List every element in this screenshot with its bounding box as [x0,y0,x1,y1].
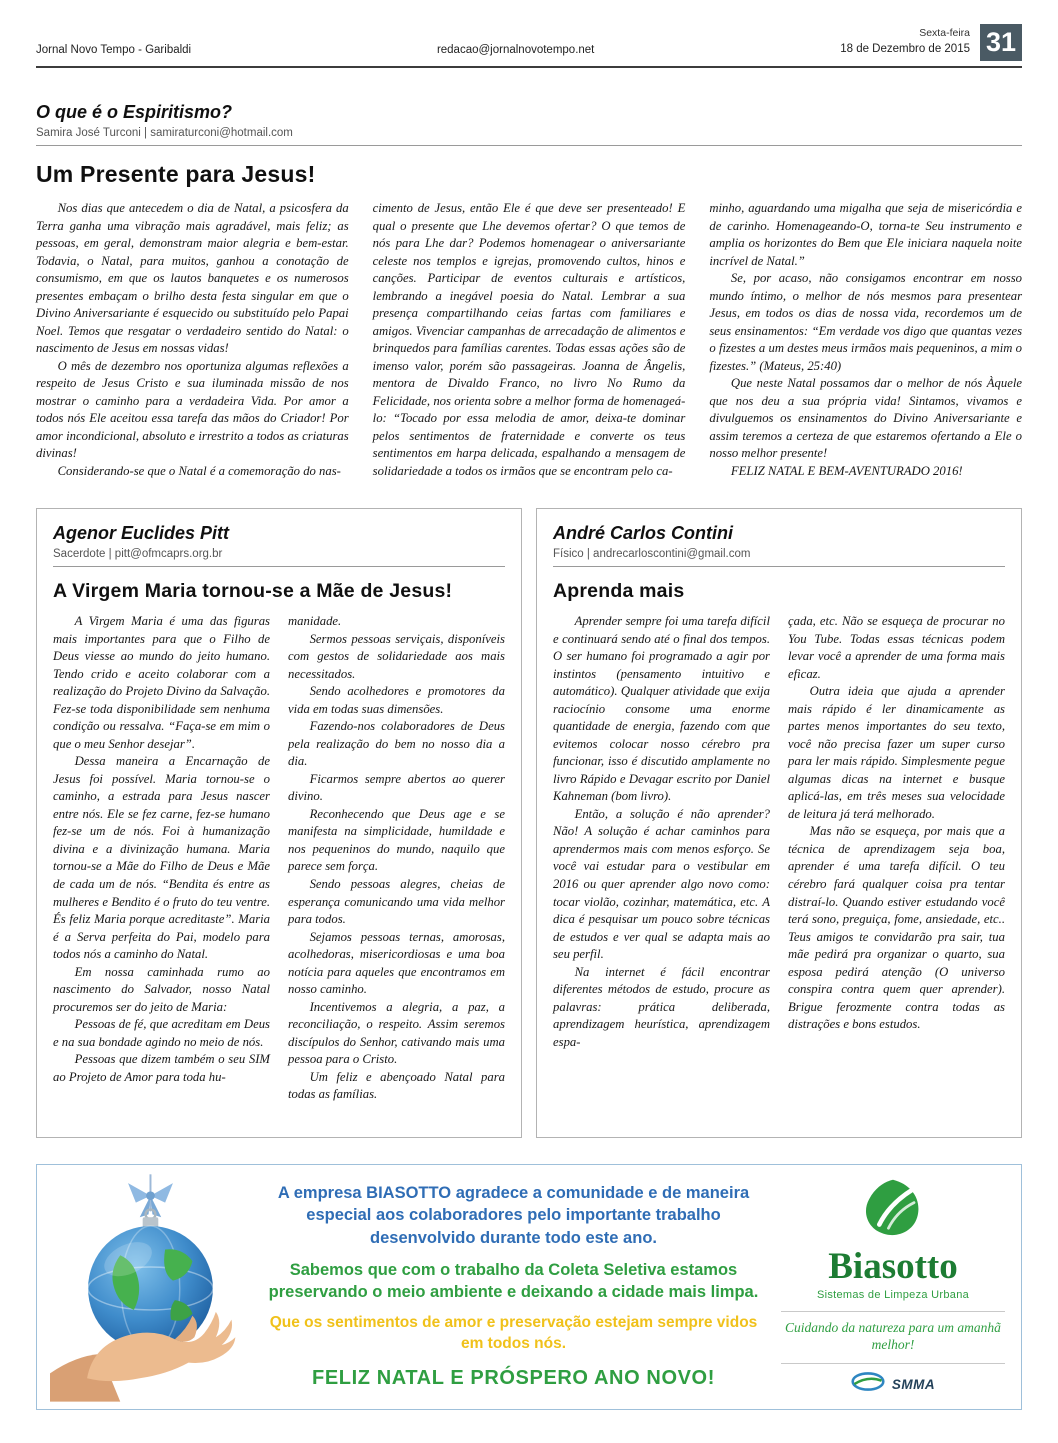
paragraph: Nos dias que antecedem o dia de Natal, a psicosfera da Terra ganha uma vibração mais agradável, mais feliz; as pessoas, em geral, demonstram maior alegria e bem-estar. Todavia, o Natal, para muitos, ganhou a conotação de consumismo, em que os lautos banquetes e os numerosos presentes embaçam o brilho desta festa singular em que o Divino Aniversariante é esquecido ou substituído pelo Papai Noel. Temos que resgatar o verdadeiro sentido do Natal: o nascimento de Jesus em nossas vidas! [36,201,349,356]
paragraph: Na internet é fácil encontrar diferentes métodos de estudo, procure as palavras: prática deliberada, aprendizagem heurística, aprendizagem espa- [553,964,770,1049]
paragraph: Então, a solução é não aprender? Não! A solução é achar caminhos para aprendermos mais com menos esforço. Se você vai estudar para o vestibular em 2016 ou quer aprender algo novo como: tocar violão, cozinhar, matemática, etc. A dica é pesquisar um pouco sobre técnicas de estudos e ver qual se adapta mais ao seu perfil. [553,806,770,962]
two-column-article-row [36,508,1022,1138]
byline: Sacerdote | pitt@ofmcaprs.org.br [53,548,223,561]
byline: Samira José Turconi | samiraturconi@hotmail.com [36,127,293,139]
paragraph: Pessoas que dizem também o seu SIM ao Projeto de Amor para toda hu- [53,1052,270,1084]
brand-tagline: Sistemas de Limpeza Urbana [816,1289,970,1302]
text-column-1 [36,200,349,480]
paragraph: Se, por acaso, não consigamos encontrar em nosso mundo íntimo, o melhor de nós mesmos para presentear Jesus, em todos os dias de nossa vida, recordemos um de seus ensinamentos: “Em verdade vos digo que quantas vezes o fizestes a um destes meus irmãos mais pequeninos, a mim o fizestes.” (Mateus, 25:40) [709,271,1023,373]
article-headline: A Virgem Maria tornou-se a Mãe de Jesus! [53,580,453,603]
biasotto-leaf-icon [861,1177,925,1246]
smma-logo-block [781,1363,1005,1396]
ad-message-block [252,1171,775,1403]
paragraph: Considerando-se que o Natal é a comemoração do nas- [57,463,341,478]
smma-label: SMMA [891,1376,936,1392]
article-body [53,613,505,1103]
paragraph: Um feliz e abençoado Natal para todas as famílias. [288,1069,505,1102]
date-label: 18 de Dezembro de 2015 [840,43,970,55]
author-name: Agenor Euclides Pitt [53,523,230,544]
article-body [36,200,1022,480]
paragraph: Mas não se esqueça, por mais que a técnica de aprendizagem seja boa, aprender é uma tarefa difícil. O teu cérebro fará qualquer coisa pra tentar distraí-lo. Quando estiver estudando você terá sono, preguiça, fome, ansiedade, etc.. Teus amigos te convidarão pra sair, tua mãe pedirá pra organizar o quarto, sua esposa pedirá atenção (O universo conspira contra quem quer aprender). Brigue ferozmente contra todas as distrações e bons estudos. [788,824,1005,1032]
biasotto-advertisement [36,1164,1022,1410]
weekday-label: Sexta-feira [919,27,970,39]
paragraph: Que neste Natal possamos dar o melhor de nós Àquele que nos deu a sua própria vida! Sintamos, vivamos e divulguemos os ensinamentos do Divino Aniversariante e assim teremos a certeza de que estaremos ofertando a Ele o nosso melhor presente! [709,376,1023,461]
article-virgem-maria [36,508,522,1138]
paragraph: Pessoas de fé, que acreditam em Deus e na sua bondade agindo no meio de nós. [53,1017,270,1049]
text-column-2 [788,613,1005,1051]
paragraph: Reconhecendo que Deus age e se manifesta na simplicidade, humildade e nos pequeninos do mundo, naquilo que parece sem força. [288,806,505,874]
newspaper-email: redacao@jornalnovotempo.net [436,44,595,56]
byline-divider [553,566,1005,567]
ad-greeting-message: FELIZ NATAL E PRÓSPERO ANO NOVO! [312,1367,715,1390]
author-name: André Carlos Contini [553,523,734,544]
paragraph: Sendo pessoas alegres, cheias de esperança comunicando uma vida melhor para todos. [288,876,505,927]
paragraph: FELIZ NATAL E BEM-AVENTURADO 2016! [730,463,963,478]
header-date-block [840,24,1022,61]
byline: Físico | andrecarloscontini@gmail.com [553,548,751,561]
article-aprenda-mais [536,508,1022,1138]
paragraph: Aprender sempre foi uma tarefa difícil e continuará sendo até o final dos tempos. O ser humano foi programado a agir por instintos (pensamento intuitivo e automático). Qualquer atividade que exija raciocínio consome uma enorme quantidade de energia, fazendo com que evitemos colocar nosso cérebro pra funcionar, isso é discutido amplamente no livro Rápido e Devagar escrito por Daniel Kahneman (bom livro). [553,614,770,804]
ad-sentiments-message: Que os sentimentos de amor e preservação estejam sempre vidos em todos nós. [269,1314,758,1353]
smma-globe-icon [851,1372,885,1396]
paragraph: Ficarmos sempre abertos ao querer divino. [288,771,505,804]
article-um-presente-para-jesus [36,102,1022,480]
text-column-2 [288,613,505,1103]
biasotto-logo-block [775,1171,1011,1403]
article-headline: Aprenda mais [553,580,685,603]
paragraph: A Virgem Maria é uma das figuras mais importantes para que o Filho de Deus viesse ao mundo do jeito humano. Tendo crido e aceito colaborar com a realização do Projeto Divino da Salvação. Fez-se toda disponibilidade sem nenhuma condição ou ressalva. “Faça-se em mim o que o meu Senhor desejar”. [53,614,270,751]
paragraph: minho, aguardando uma migalha que seja de misericórdia e de carinho. Homenageando-O, torna-te Seu instrumento e amplia os horizontes do Bem que Ele iniciara naquela noite incrível de Natal.” [709,201,1023,268]
text-column-2 [373,200,686,480]
ad-thanks-message: A empresa BIASOTTO agradece a comunidade e de maneira especial aos colaboradores pelo importante trabalho desenvolvido durante todo este ano. [277,1184,750,1247]
text-column-3 [709,200,1022,480]
newspaper-name: Jornal Novo Tempo - Garibaldi [36,44,192,56]
paragraph: Dessa maneira a Encarnação de Jesus foi possível. Maria tornou-se o caminho, a estrada para Jesus nascer entre nós. Ele se fez carne, fez-se humano fez-se um de nós. Foi à humanização divina e a divinização humana. Maria tornou-se a Mãe do Filho de Deus e Mãe de cada um de nós. “Bendita és entre as mulheres e Bendito é o fruto do teu ventre. És feliz Maria porque acreditaste”. Maria é a Serva perfeita do Pai, modelo para todos nós a caminho do Natal. [53,754,270,962]
paragraph: Sejamos pessoas ternas, amorosas, acolhedoras, misericordiosas e uma boa notícia para aqueles que encontramos em nosso caminho. [288,929,505,997]
page-number-badge: 31 [980,24,1022,61]
paragraph: Sermos pessoas serviçais, disponíveis com gestos de solidariedade aos mais necessitados. [288,631,505,681]
text-column-1 [53,613,270,1103]
paragraph: Incentivemos a alegria, a paz, a reconciliação, o respeito. Assim seremos discípulos do Senhor, cativando mais uma pessoa para o Cristo. [288,999,505,1067]
article-body [553,613,1005,1051]
paragraph: Em nossa caminhada rumo ao nascimento do Salvador, nosso Natal procuremos ser do jeito de Maria: [53,964,270,1014]
ad-environment-message: Sabemos que com o trabalho da Coleta Seletiva estamos preservando o meio ambiente e deixando a cidade mais limpa. [268,1260,759,1302]
header-divider [36,66,1022,68]
paragraph: Outra ideia que ajuda a aprender mais rápido é ler dinamicamente as partes menos importantes do seu texto, você não precisa fazer um super curso para ler mais rápido. Simplesmente pegue algumas dicas na internet e busque aplicá-las, em três meses sua velocidade de leitura já terá melhorado. [788,684,1005,821]
paragraph: çada, etc. Não se esqueça de procurar no You Tube. Todas essas técnicas podem levar você a aprender de uma forma mais eficaz. [788,614,1005,681]
paragraph: Fazendo-nos colaboradores de Deus pela realização do bem no nosso dia a dia. [288,719,505,769]
column-section-title: O que é o Espiritismo? [36,102,233,122]
page-header [36,24,1022,61]
article-headline: Um Presente para Jesus! [36,161,316,187]
hand-globe-ornament-icon [47,1171,252,1403]
byline-divider [53,566,505,567]
paragraph: O mês de dezembro nos oportuniza algumas reflexões a respeito de Jesus Cristo e sua iluminada missão de nos mostrar o caminho para a verdadeira Vida. Por amor a todos nós Ele aceitou essa tarefa das mãos do Criador! Por amor incondicional, absoluto e irrestrito a todos as criaturas divinas! [36,358,349,461]
paragraph: Sendo acolhedores e promotores da vida em todas suas dimensões. [288,684,505,716]
brand-wordmark: Biasotto [828,1246,958,1288]
byline-divider [36,145,1022,146]
brand-slogan: Cuidando da natureza para um amanhã melhor! [781,1311,1005,1354]
text-column-1 [553,613,770,1051]
paragraph: manidade. [288,614,342,629]
paragraph: cimento de Jesus, então Ele é que deve ser presenteado! E qual o presente que Lhe devemos ofertar? O que temos de nós para Lhe dar? Podemos homenagear o aniversariante celeste nos templos e igrejas, promovendo cultos, hinos e canções. Participar de eventos culturais e artísticos, lembrando a inegável poesia do Natal. Lembrar a sua presença compartilhando ceias fartas com familiares e amigos. Vivenciar campanhas de arrecadação de alimentos e brinquedos para famílias carentes. Todas essas ações são de imenso valor, porém são passageiras. Joanna de Ângelis, mentora de Divaldo Franco, no livro No Rumo da Felicidade, nos orienta sobre a melhor forma de homenageá-lo: “Tocado por essa melodia de amor, deixa-te dominar pelos sentimentos de fraternidade e converte os teus sentimentos em harpa delicada, espalhando a mensagem de solidariedade a todos os irmãos que se encontram pelo ca- [372,201,686,478]
